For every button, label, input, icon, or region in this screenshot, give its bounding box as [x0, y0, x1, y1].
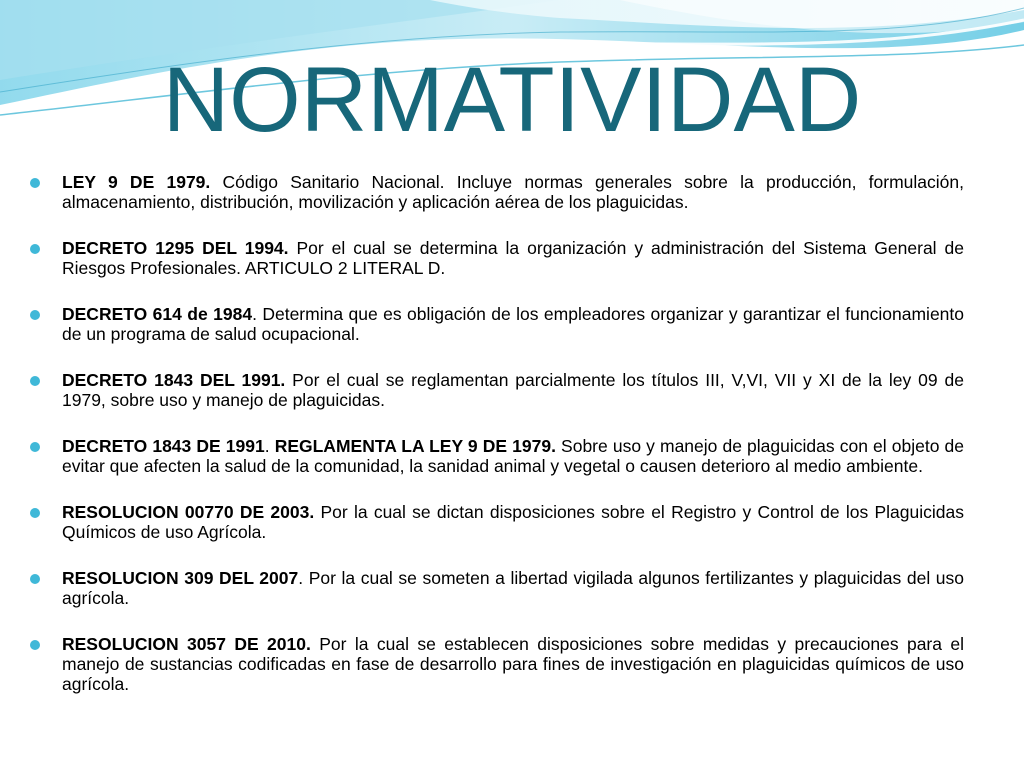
list-item — [30, 436, 964, 476]
item-body-2: Sobre uso y manejo de plaguicidas con el objeto de evitar que afecten la salud de la comunidad, la sanidad animal y vegetal o causen deterioro al medio ambiente. — [62, 436, 964, 476]
item-text — [62, 502, 964, 542]
bullet-dot-icon — [30, 310, 40, 320]
item-body: Código Sanitario Nacional. Incluye normas generales sobre la producción, formulación, almacenamiento, distribución, movilización y aplicación aérea de los plaguicidas. — [62, 172, 964, 212]
bullet-dot-icon — [30, 442, 40, 452]
item-bold: DECRETO 614 de 1984 — [62, 304, 253, 324]
item-bold: LEY 9 DE 1979. — [62, 172, 211, 192]
list-item — [30, 370, 964, 410]
list-item — [30, 634, 964, 694]
item-text — [62, 568, 964, 608]
bullet-dot-icon — [30, 640, 40, 650]
slide-title: NORMATIVIDAD — [162, 49, 862, 151]
bullet-dot-icon — [30, 574, 40, 584]
bullet-dot-icon — [30, 508, 40, 518]
item-body: . Por la cual se someten a libertad vigilada algunos fertilizantes y plaguicidas del uso agrícola. — [62, 568, 965, 608]
item-bold: DECRETO 1295 DEL 1994. — [62, 238, 289, 258]
item-body: . Determina que es obligación de los empleadores organizar y garantizar el funcionamiento de un programa de salud ocupacional. — [62, 304, 965, 344]
item-text — [62, 436, 964, 476]
list-item — [30, 502, 964, 542]
bullet-list — [30, 172, 964, 720]
item-body: Por el cual se determina la organización y administración del Sistema General de Riesgos Profesionales. ARTICULO 2 LITERAL D. — [62, 238, 964, 278]
bullet-dot-icon — [30, 178, 40, 188]
list-item — [30, 172, 964, 212]
item-body: . — [264, 436, 275, 456]
list-item — [30, 304, 964, 344]
bullet-dot-icon — [30, 244, 40, 254]
item-bold: RESOLUCION 3057 DE 2010. — [62, 634, 311, 654]
item-text — [62, 304, 964, 344]
item-text — [62, 238, 964, 278]
bullet-dot-icon — [30, 376, 40, 386]
item-text — [62, 172, 964, 212]
item-bold: RESOLUCION 309 DEL 2007 — [62, 568, 299, 588]
list-item — [30, 568, 964, 608]
item-body: Por la cual se dictan disposiciones sobre el Registro y Control de los Plaguicidas Químicos de uso Agrícola. — [62, 502, 964, 542]
item-bold: DECRETO 1843 DE 1991 — [62, 436, 265, 456]
item-text — [62, 370, 964, 410]
item-body: Por la cual se establecen disposiciones sobre medidas y precauciones para el manejo de sustancias codificadas en fase de desarrollo para fines de investigación en plaguicidas químicos de uso agrícola. — [62, 634, 964, 694]
item-text — [62, 634, 964, 694]
item-bold: RESOLUCION 00770 DE 2003. — [62, 502, 315, 522]
item-bold: DECRETO 1843 DEL 1991. — [62, 370, 286, 390]
item-body: Por el cual se reglamentan parcialmente los títulos III, V,VI, VII y XI de la ley 09 de 1979, sobre uso y manejo de plaguicidas. — [62, 370, 964, 410]
list-item — [30, 238, 964, 278]
item-bold-2: REGLAMENTA LA LEY 9 DE 1979. — [274, 436, 556, 456]
